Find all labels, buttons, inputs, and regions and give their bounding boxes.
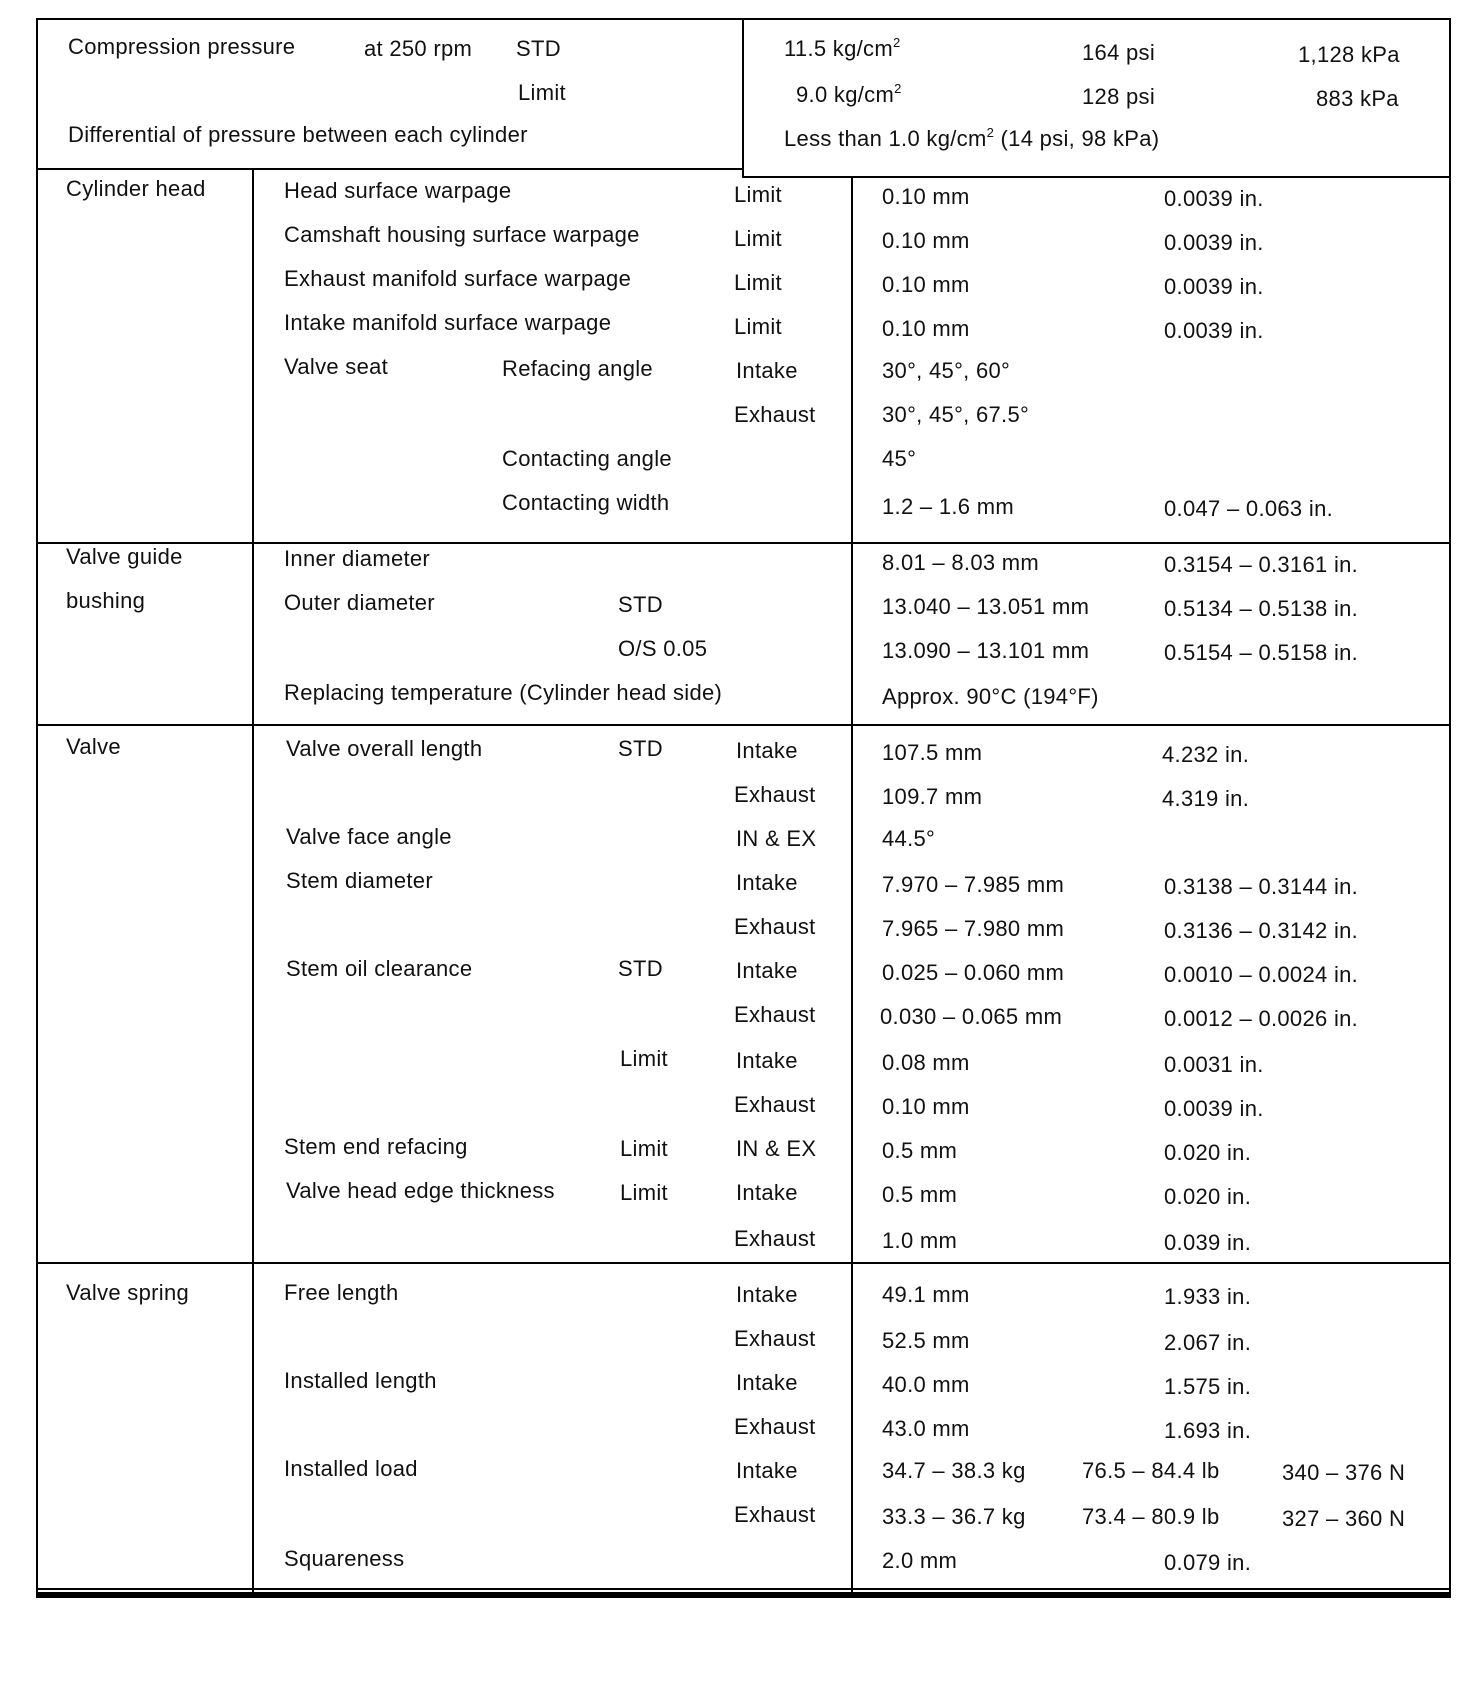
load-exhaust-kg: 33.3 – 36.7 kg [882,1504,1026,1529]
stem-intake-in: 0.3138 – 0.3144 in. [1164,874,1359,899]
load-intake-n: 340 – 376 N [1282,1460,1406,1485]
exh-warpage-limit: Limit [734,270,782,295]
squareness-in: 0.079 in. [1164,1550,1252,1575]
load-intake-label: Intake [736,1458,798,1483]
overall-exhaust-label: Exhaust [734,782,816,807]
outer-std-in: 0.5134 – 0.5138 in. [1164,596,1359,621]
section-valve-guide-2: bushing [66,588,146,613]
head-edge-exhaust-label: Exhaust [734,1226,816,1251]
compression-limit-kpa: 883 kPa [1316,86,1399,111]
section-divider [36,1262,1451,1264]
head-edge-exhaust-mm: 1.0 mm [882,1228,958,1253]
outer-std-label: STD [618,592,663,617]
outer-diameter-label: Outer diameter [284,590,435,615]
contacting-angle-value: 45° [882,446,917,471]
stem-intake-label: Intake [736,870,798,895]
oc-std-intake-in: 0.0010 – 0.0024 in. [1164,962,1359,987]
head-edge-exhaust-in: 0.039 in. [1164,1230,1252,1255]
head-warpage-mm: 0.10 mm [882,184,970,209]
compression-label: Compression pressure [68,34,296,59]
free-intake-in: 1.933 in. [1164,1284,1252,1309]
cam-warpage-in: 0.0039 in. [1164,230,1264,255]
outer-os-label: O/S 0.05 [618,636,708,661]
compression-std-label: STD [516,36,561,61]
squareness-label: Squareness [284,1546,405,1571]
free-intake-label: Intake [736,1282,798,1307]
head-edge-intake-mm: 0.5 mm [882,1182,958,1207]
compression-divider [742,18,744,176]
section-valve: Valve [66,734,121,759]
contacting-width-in: 0.047 – 0.063 in. [1164,496,1334,521]
column-divider-values [851,176,853,1598]
head-edge-intake-in: 0.020 in. [1164,1184,1252,1209]
oc-limit-exhaust-in: 0.0039 in. [1164,1096,1264,1121]
oc-limit-intake-label: Intake [736,1048,798,1073]
compression-std-psi: 164 psi [1082,40,1156,65]
inst-intake-in: 1.575 in. [1164,1374,1252,1399]
free-exhaust-label: Exhaust [734,1326,816,1351]
inner-diameter-label: Inner diameter [284,546,431,571]
exh-warpage-mm: 0.10 mm [882,272,970,297]
compression-limit-label: Limit [518,80,566,105]
compression-std-kg: 11.5 $kg/cm^2$ [784,35,901,61]
exh-warpage-in: 0.0039 in. [1164,274,1264,299]
oil-clearance-label: Stem oil clearance [286,956,473,981]
section-cylinder-head: Cylinder head [66,176,206,201]
refacing-exhaust-value: 30°, 45°, 67.5° [882,402,1030,427]
face-angle-value: 44.5° [882,826,936,851]
oc-std-intake-mm: 0.025 – 0.060 mm [882,960,1065,985]
cam-warpage-label: Camshaft housing surface warpage [284,222,640,247]
int-warpage-mm: 0.10 mm [882,316,970,341]
load-intake-kg: 34.7 – 38.3 kg [882,1458,1026,1483]
oc-limit-exhaust-label: Exhaust [734,1092,816,1117]
compression-rpm: at 250 rpm [364,36,473,61]
inst-exhaust-mm: 43.0 mm [882,1416,970,1441]
head-edge-intake-label: Intake [736,1180,798,1205]
section-divider [36,168,744,170]
oc-limit-exhaust-mm: 0.10 mm [882,1094,970,1119]
overall-intake-mm: 107.5 mm [882,740,983,765]
section-divider [742,176,1451,178]
stem-exhaust-in: 0.3136 – 0.3142 in. [1164,918,1359,943]
cam-warpage-limit: Limit [734,226,782,251]
inner-diameter-mm: 8.01 – 8.03 mm [882,550,1040,575]
outer-os-mm: 13.090 – 13.101 mm [882,638,1090,663]
section-valve-guide: Valve guide [66,544,183,569]
load-exhaust-lb: 73.4 – 80.9 lb [1082,1504,1220,1529]
overall-exhaust-mm: 109.7 mm [882,784,983,809]
differential-value: Less than 1.0 $kg/cm^2$ (14 psi, 98 kPa) [784,125,1160,151]
installed-load-label: Installed load [284,1456,418,1481]
stem-end-inex: IN & EX [736,1136,817,1161]
section-divider [36,1596,1451,1598]
inst-intake-mm: 40.0 mm [882,1372,970,1397]
stem-end-limit: Limit [620,1136,668,1161]
inst-exhaust-in: 1.693 in. [1164,1418,1252,1443]
outer-std-mm: 13.040 – 13.051 mm [882,594,1090,619]
squareness-mm: 2.0 mm [882,1548,958,1573]
table-border-left [36,18,38,1598]
valve-seat-label: Valve seat [284,354,389,379]
contacting-width-mm: 1.2 – 1.6 mm [882,494,1014,519]
overall-exhaust-in: 4.319 in. [1162,786,1250,811]
differential-label: Differential of pressure between each cylinder [68,122,528,147]
stem-intake-mm: 7.970 – 7.985 mm [882,872,1065,897]
replacing-temp-label: Replacing temperature (Cylinder head side) [284,680,723,705]
head-warpage-in: 0.0039 in. [1164,186,1264,211]
stem-exhaust-label: Exhaust [734,914,816,939]
oc-limit-intake-in: 0.0031 in. [1164,1052,1264,1077]
compression-std-kpa: 1,128 kPa [1298,42,1400,67]
oc-std-intake-label: Intake [736,958,798,983]
stem-end-mm: 0.5 mm [882,1138,958,1163]
overall-length-label: Valve overall length [286,736,483,761]
outer-os-in: 0.5154 – 0.5158 in. [1164,640,1359,665]
refacing-exhaust-label: Exhaust [734,402,816,427]
head-warpage-label: Head surface warpage [284,178,512,203]
face-angle-label: Valve face angle [286,824,452,849]
load-exhaust-label: Exhaust [734,1502,816,1527]
contacting-angle-label: Contacting angle [502,446,672,471]
int-warpage-label: Intake manifold surface warpage [284,310,612,335]
section-divider [36,724,1451,726]
head-warpage-limit: Limit [734,182,782,207]
oc-limit-label: Limit [620,1046,668,1071]
load-intake-lb: 76.5 – 84.4 lb [1082,1458,1220,1483]
contacting-width-label: Contacting width [502,490,670,515]
section-valve-spring: Valve spring [66,1280,190,1305]
inner-diameter-in: 0.3154 – 0.3161 in. [1164,552,1359,577]
overall-std-label: STD [618,736,663,761]
free-intake-mm: 49.1 mm [882,1282,970,1307]
oc-std-exhaust-mm: 0.030 – 0.065 mm [880,1004,1063,1029]
oil-clearance-std-label: STD [618,956,663,981]
section-divider [36,542,1451,544]
free-exhaust-mm: 52.5 mm [882,1328,970,1353]
stem-end-in: 0.020 in. [1164,1140,1252,1165]
section-divider [36,1588,1451,1590]
int-warpage-limit: Limit [734,314,782,339]
replacing-temp-value: Approx. 90°C (194°F) [882,684,1099,709]
int-warpage-in: 0.0039 in. [1164,318,1264,343]
column-divider-section [252,168,254,1598]
oc-limit-intake-mm: 0.08 mm [882,1050,970,1075]
overall-intake-label: Intake [736,738,798,763]
stem-end-label: Stem end refacing [284,1134,468,1159]
stem-diameter-label: Stem diameter [286,868,433,893]
compression-limit-kg: 9.0 $kg/cm^2$ [796,81,902,107]
face-angle-inex: IN & EX [736,826,817,851]
compression-limit-psi: 128 psi [1082,84,1156,109]
head-edge-limit: Limit [620,1180,668,1205]
inst-exhaust-label: Exhaust [734,1414,816,1439]
oc-std-exhaust-in: 0.0012 – 0.0026 in. [1164,1006,1359,1031]
free-exhaust-in: 2.067 in. [1164,1330,1252,1355]
free-length-label: Free length [284,1280,399,1305]
load-exhaust-n: 327 – 360 N [1282,1506,1406,1531]
refacing-intake-label: Intake [736,358,798,383]
cam-warpage-mm: 0.10 mm [882,228,970,253]
table-border-right [1449,18,1451,1598]
overall-intake-in: 4.232 in. [1162,742,1250,767]
exh-warpage-label: Exhaust manifold surface warpage [284,266,632,291]
inst-intake-label: Intake [736,1370,798,1395]
stem-exhaust-mm: 7.965 – 7.980 mm [882,916,1065,941]
refacing-angle-label: Refacing angle [502,356,653,381]
installed-length-label: Installed length [284,1368,437,1393]
head-edge-label: Valve head edge thickness [286,1178,555,1203]
refacing-intake-value: 30°, 45°, 60° [882,358,1011,383]
oc-std-exhaust-label: Exhaust [734,1002,816,1027]
